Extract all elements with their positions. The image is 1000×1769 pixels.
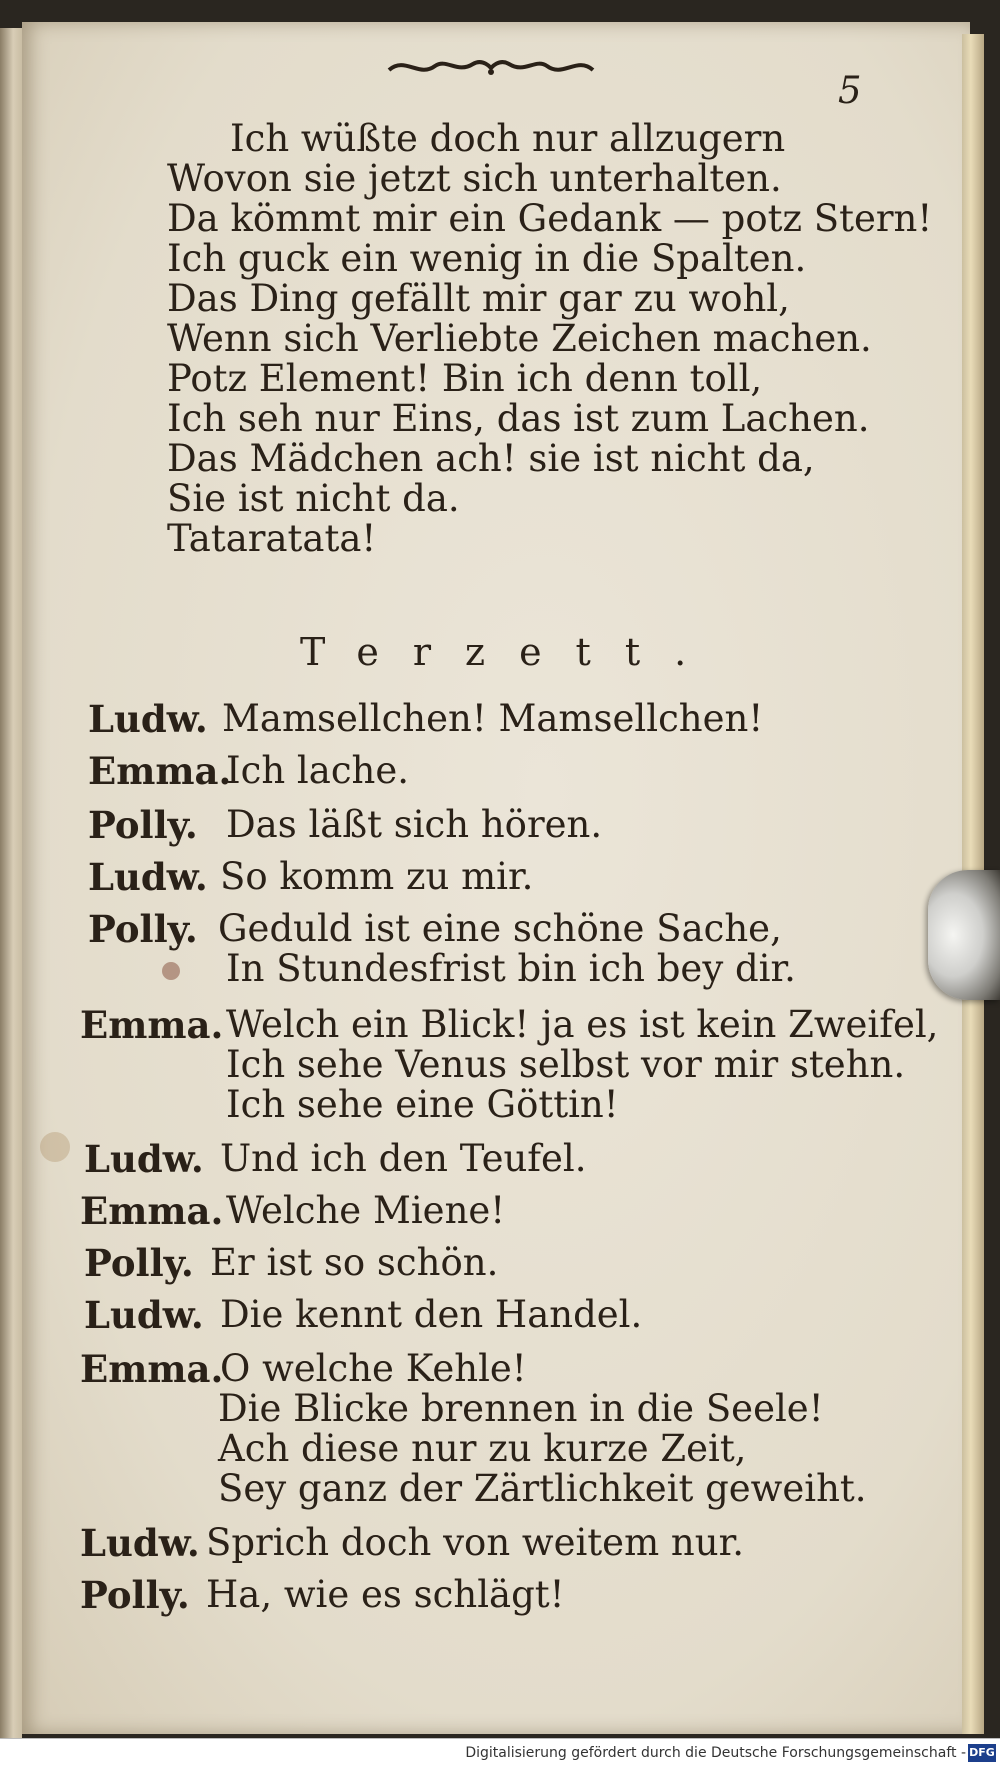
speaker-label: Ludw. xyxy=(84,1137,204,1181)
verse-line: Sie ist nicht da. xyxy=(167,477,460,520)
verse-line: Da kömmt mir ein Gedank — potz Stern! xyxy=(167,197,933,240)
footer-credit: Digitalisierung gefördert durch die Deutsche Forschungsgemeinschaft - xyxy=(465,1745,966,1761)
dialogue-line: Ach diese nur zu kurze Zeit, xyxy=(218,1427,747,1470)
verse-line: Ich guck ein wenig in die Spalten. xyxy=(167,237,807,280)
dialogue-line: Und ich den Teufel. xyxy=(220,1137,587,1180)
speaker-label: Polly. xyxy=(88,803,198,847)
speaker-label: Emma. xyxy=(88,749,232,793)
speaker-label: Ludw. xyxy=(88,855,208,899)
speaker-label: Polly. xyxy=(84,1241,194,1285)
dialogue-line: Er ist so schön. xyxy=(210,1241,499,1284)
verse-line: Wovon sie jetzt sich unterhalten. xyxy=(167,157,782,200)
dialogue-line: Ich sehe eine Göttin! xyxy=(226,1083,619,1126)
dialogue-line: Ha, wie es schlägt! xyxy=(206,1573,565,1616)
verse-line: Das Ding gefällt mir gar zu wohl, xyxy=(167,277,790,320)
dialogue-line: Die Blicke brennen in die Seele! xyxy=(218,1387,824,1430)
dialogue-line: Geduld ist eine schöne Sache, xyxy=(218,907,782,950)
dialogue-line: In Stundesfrist bin ich bey dir. xyxy=(226,947,796,990)
dialogue-line: Das läßt sich hören. xyxy=(226,803,603,846)
section-heading: Terzett. xyxy=(300,630,721,674)
dialogue-line: Sprich doch von weitem nur. xyxy=(206,1521,744,1564)
speaker-label: Ludw. xyxy=(88,697,208,741)
speaker-label: Polly. xyxy=(88,907,198,951)
verse-line: Das Mädchen ach! sie ist nicht da, xyxy=(167,437,815,480)
speaker-label: Polly. xyxy=(80,1573,190,1617)
verse-line: Wenn sich Verliebte Zeichen machen. xyxy=(167,317,872,360)
dialogue-line: Ich lache. xyxy=(226,749,410,792)
dialogue-line: Welche Miene! xyxy=(226,1189,506,1232)
page-number: 5 xyxy=(838,69,862,112)
dialogue-line: Ich sehe Venus selbst vor mir stehn. xyxy=(226,1043,906,1086)
verse-line: Tataratata! xyxy=(167,517,377,560)
dialogue-line: Die kennt den Handel. xyxy=(220,1293,643,1336)
dialogue-line: So komm zu mir. xyxy=(220,855,534,898)
speaker-label: Ludw. xyxy=(84,1293,204,1337)
digitization-footer xyxy=(0,1738,1000,1769)
dialogue-line: Welch ein Blick! ja es ist kein Zweifel, xyxy=(226,1003,939,1046)
speaker-label: Emma. xyxy=(80,1003,224,1047)
verse-line: Potz Element! Bin ich denn toll, xyxy=(167,357,763,400)
verse-line: Ich wüßte doch nur allzugern xyxy=(230,117,786,160)
dialogue-line: Mamsellchen! Mamsellchen! xyxy=(222,697,764,740)
speaker-label: Emma. xyxy=(80,1347,224,1391)
dialogue-line: O welche Kehle! xyxy=(220,1347,527,1390)
speaker-label: Ludw. xyxy=(80,1521,200,1565)
dfg-logo: DFG xyxy=(968,1744,996,1762)
dialogue-line: Sey ganz der Zärtlichkeit geweiht. xyxy=(218,1467,867,1510)
verse-line: Ich seh nur Eins, das ist zum Lachen. xyxy=(167,397,870,440)
speaker-label: Emma. xyxy=(80,1189,224,1233)
